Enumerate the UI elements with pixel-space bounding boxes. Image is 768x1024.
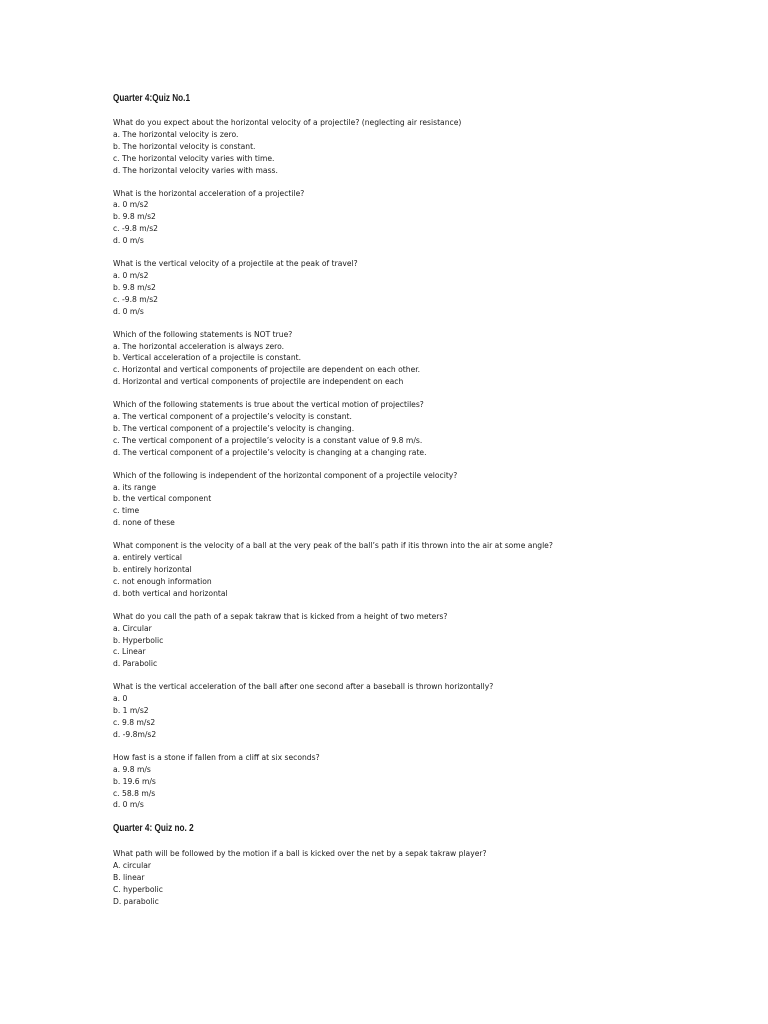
question-3: [113, 258, 673, 318]
answer-option: a. The horizontal velocity is zero.: [113, 129, 239, 139]
answer-option: d. both vertical and horizontal: [113, 588, 228, 598]
question-prompt: What is the vertical velocity of a projectile at the peak of travel?: [113, 259, 358, 269]
answer-option: c. not enough information: [113, 576, 212, 586]
answer-option: a. Circular: [113, 623, 152, 633]
answer-option: c. time: [113, 506, 140, 516]
question-10: [113, 752, 673, 812]
document-page: [113, 92, 673, 919]
answer-option: b. the vertical component: [113, 494, 212, 504]
answer-option: b. 19.6 m/s: [113, 776, 156, 786]
answer-option: d. 0 m/s: [113, 800, 144, 810]
question-8: [113, 611, 673, 671]
question-prompt: What do you call the path of a sepak takraw that is kicked from a height of two meters?: [113, 611, 448, 621]
answer-option: c. 58.8 m/s: [113, 788, 156, 798]
answer-option: c. -9.8 m/s2: [113, 294, 158, 304]
answer-option: A. circular: [113, 861, 152, 871]
answer-option: d. Horizontal and vertical components of projectile are independent on each: [113, 377, 404, 387]
answer-option: d. The horizontal velocity varies with mass.: [113, 165, 278, 175]
answer-option: a. 0: [113, 694, 128, 704]
answer-option: D. parabolic: [113, 896, 159, 906]
question-prompt: What is the horizontal acceleration of a projectile?: [113, 188, 305, 198]
question-5: [113, 399, 673, 459]
answer-option: a. its range: [113, 482, 157, 492]
question-7: [113, 540, 673, 600]
answer-option: a. The horizontal acceleration is always zero.: [113, 341, 285, 351]
answer-option: d. 0 m/s: [113, 236, 144, 246]
question-prompt: Which of the following statements is NOT true?: [113, 329, 293, 339]
quiz-1-title: Quarter 4:Quiz No.1: [113, 93, 191, 104]
answer-option: b. 9.8 m/s2: [113, 212, 156, 222]
answer-option: B. linear: [113, 873, 145, 883]
question-prompt: What is the vertical acceleration of the ball after one second after a baseball is thrown horizontally?: [113, 682, 494, 692]
question-prompt: What component is the velocity of a ball at the very peak of the ball’s path if itis thrown into the air at some angle?: [113, 541, 553, 551]
answer-option: a. The vertical component of a projectile’s velocity is constant.: [113, 412, 352, 422]
answer-option: c. -9.8 m/s2: [113, 224, 158, 234]
question-prompt: Which of the following is independent of the horizontal component of a projectile velocity?: [113, 470, 458, 480]
answer-option: b. Hyperbolic: [113, 635, 164, 645]
answer-option: d. -9.8m/s2: [113, 729, 157, 739]
answer-option: c. The vertical component of a projectile’s velocity is a constant value of 9.8 m/s.: [113, 435, 423, 445]
answer-option: a. 0 m/s2: [113, 200, 149, 210]
answer-option: c. Linear: [113, 647, 146, 657]
quiz-2-title: Quarter 4: Quiz no. 2: [113, 823, 194, 835]
question-2: [113, 188, 673, 248]
answer-option: c. 9.8 m/s2: [113, 717, 156, 727]
answer-option: d. Parabolic: [113, 659, 158, 669]
answer-option: b. Vertical acceleration of a projectile is constant.: [113, 353, 302, 363]
question-prompt: Which of the following statements is true about the vertical motion of projectiles?: [113, 400, 424, 410]
answer-option: c. Horizontal and vertical components of projectile are dependent on each other.: [113, 365, 421, 375]
quiz-2-question-1: [113, 848, 673, 908]
question-prompt: What do you expect about the horizontal velocity of a projectile? (neglecting air resistance): [113, 118, 462, 127]
answer-option: d. The vertical component of a projectile’s velocity is changing at a changing rate.: [113, 447, 427, 457]
answer-option: d. 0 m/s: [113, 306, 144, 316]
answer-option: d. none of these: [113, 518, 175, 528]
answer-option: c. The horizontal velocity varies with time.: [113, 153, 275, 163]
question-9: [113, 681, 673, 741]
question-prompt: How fast is a stone if fallen from a cliff at six seconds?: [113, 752, 320, 762]
answer-option: b. The vertical component of a projectile’s velocity is changing.: [113, 423, 355, 433]
answer-option: b. The horizontal velocity is constant.: [113, 141, 256, 151]
question-prompt: What path will be followed by the motion if a ball is kicked over the net by a sepak takraw player?: [113, 849, 487, 859]
question-1: [113, 117, 673, 177]
question-4: [113, 329, 673, 389]
answer-option: b. 9.8 m/s2: [113, 282, 156, 292]
answer-option: C. hyperbolic: [113, 885, 163, 895]
answer-option: b. entirely horizontal: [113, 565, 192, 574]
question-6: [113, 470, 673, 530]
answer-option: a. entirely vertical: [113, 553, 183, 563]
answer-option: a. 9.8 m/s: [113, 764, 151, 774]
answer-option: b. 1 m/s2: [113, 706, 149, 716]
answer-option: a. 0 m/s2: [113, 270, 149, 280]
